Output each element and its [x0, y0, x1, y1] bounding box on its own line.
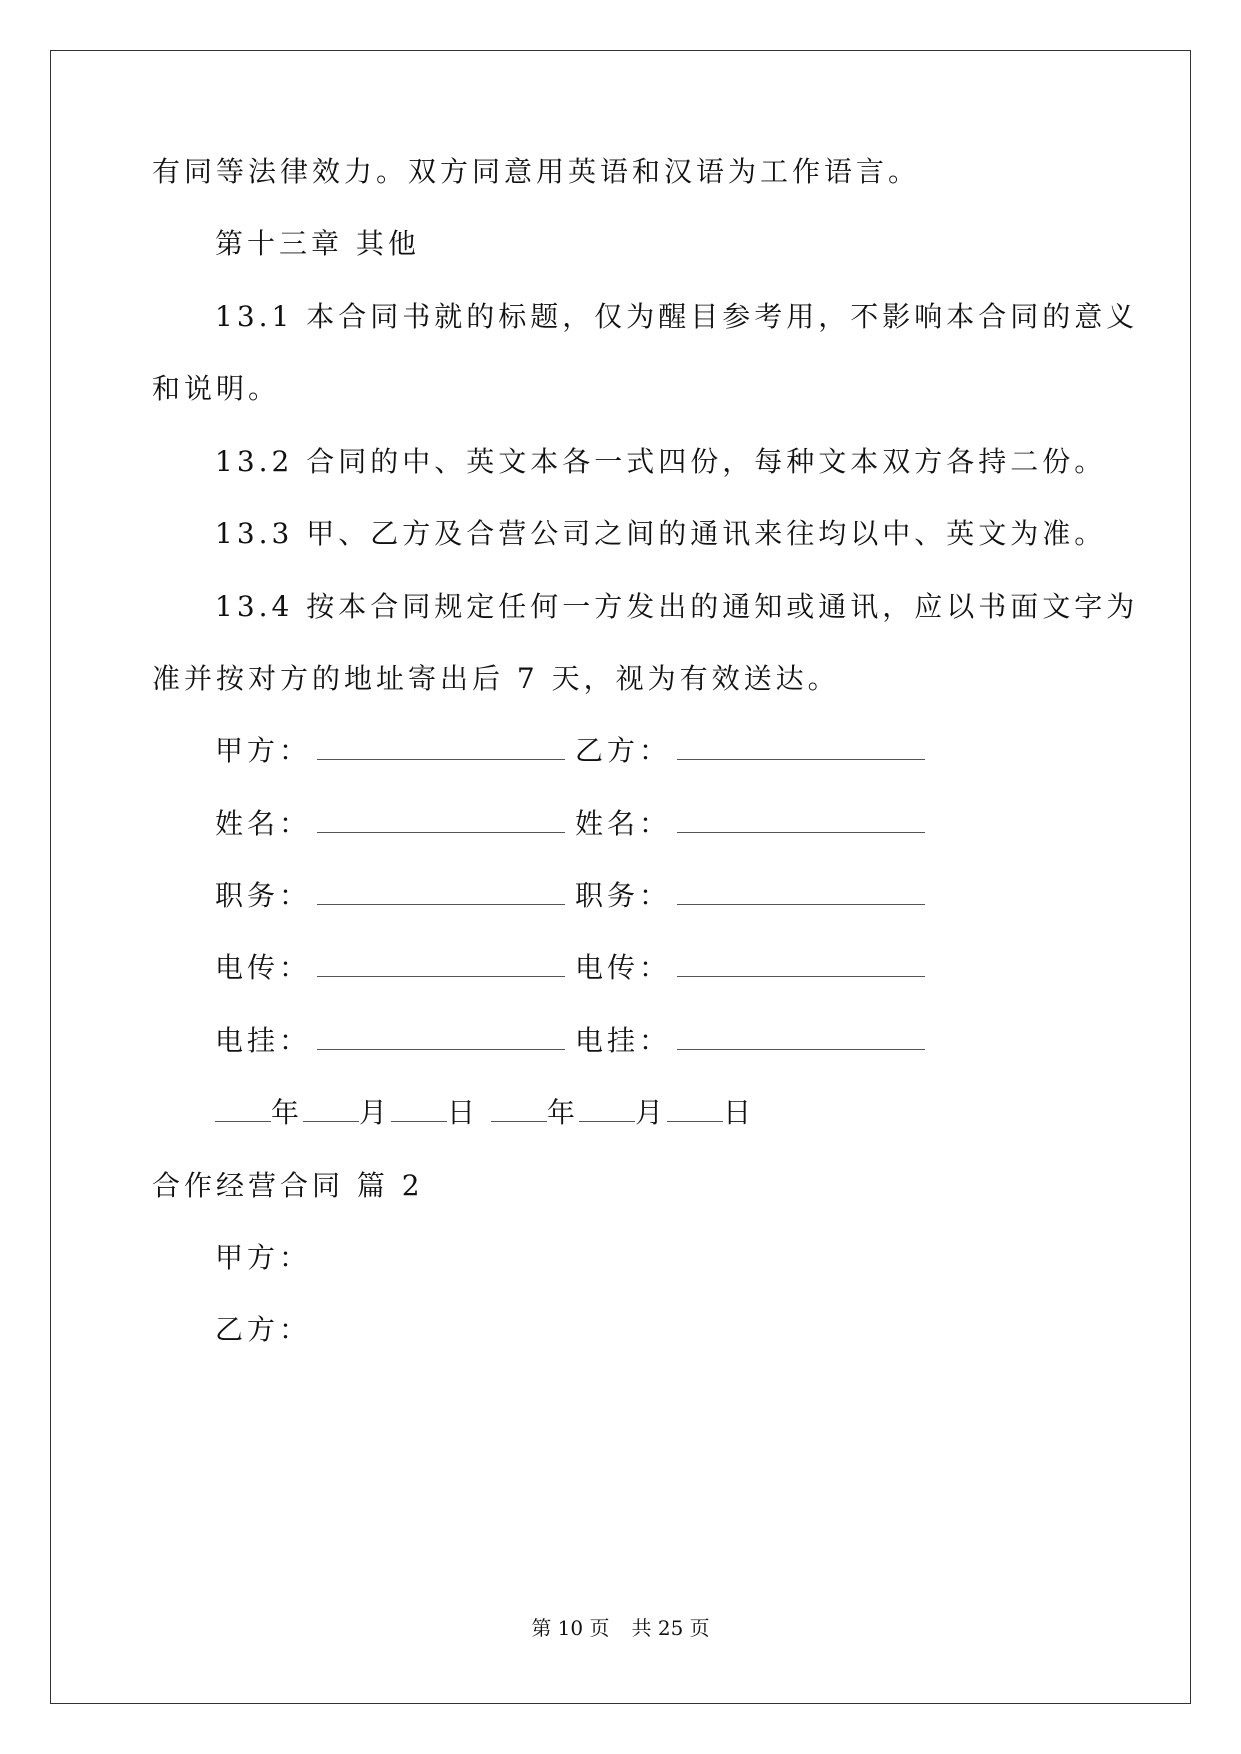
cable-blank-a[interactable]: [317, 1021, 565, 1050]
year-label-a: 年: [271, 1096, 304, 1129]
month-label-b: 月: [635, 1096, 668, 1129]
telex-blank-a[interactable]: [317, 948, 565, 977]
signature-cell-right: [575, 804, 925, 844]
signature-cell-right: [575, 876, 925, 916]
day-blank-b[interactable]: [667, 1093, 723, 1122]
section2-party-b: 乙方：: [215, 1313, 312, 1346]
party-b-label: 乙方：: [575, 734, 672, 767]
section2-title: 合作经营合同 篇 2: [152, 1169, 424, 1202]
chapter-heading: 第十三章 其他: [215, 227, 420, 260]
signature-cell-left: [215, 948, 565, 988]
year-blank-a[interactable]: [215, 1093, 271, 1122]
month-blank-a[interactable]: [303, 1093, 359, 1122]
party-b-blank[interactable]: [677, 731, 925, 760]
clause-13-2: 13.2 合同的中、英文本各一式四份，每种文本双方各持二份。: [215, 445, 1107, 478]
signature-cell-left: [215, 1021, 565, 1061]
signature-cell-right: [575, 1021, 925, 1061]
cable-label-a: 电挂：: [215, 1024, 312, 1057]
party-a-blank[interactable]: [317, 731, 565, 760]
day-label-b: 日: [723, 1096, 756, 1129]
title-blank-a[interactable]: [317, 876, 565, 905]
clause-13-4-continued: 准并按对方的地址寄出后 7 天，视为有效送达。: [152, 662, 840, 695]
signature-cell-left: [215, 876, 565, 916]
month-label-a: 月: [359, 1096, 392, 1129]
cable-blank-b[interactable]: [677, 1021, 925, 1050]
name-blank-a[interactable]: [317, 804, 565, 833]
telex-label-a: 电传：: [215, 951, 312, 984]
party-a-label: 甲方：: [215, 734, 312, 767]
signature-cell-left: [215, 731, 565, 771]
title-label-b: 职务：: [575, 879, 672, 912]
name-blank-b[interactable]: [677, 804, 925, 833]
date-row: [215, 1093, 755, 1133]
day-label-a: 日: [447, 1096, 480, 1129]
name-label-a: 姓名：: [215, 807, 312, 840]
telex-label-b: 电传：: [575, 951, 672, 984]
year-label-b: 年: [547, 1096, 580, 1129]
telex-blank-b[interactable]: [677, 948, 925, 977]
month-blank-b[interactable]: [579, 1093, 635, 1122]
page-footer: [0, 1614, 1241, 1642]
section2-party-a: 甲方：: [215, 1241, 312, 1274]
day-blank-a[interactable]: [391, 1093, 447, 1122]
year-blank-b[interactable]: [491, 1093, 547, 1122]
clause-13-1-continued: 和说明。: [152, 372, 281, 405]
clause-13-3: 13.3 甲、乙方及合营公司之间的通讯来往均以中、英文为准。: [215, 517, 1107, 550]
cable-label-b: 电挂：: [575, 1024, 672, 1057]
paragraph-p1: 有同等法律效力。双方同意用英语和汉语为工作语言。: [152, 155, 921, 188]
title-label-a: 职务：: [215, 879, 312, 912]
clause-13-1: 13.1 本合同书就的标题，仅为醒目参考用，不影响本合同的意义: [215, 300, 1139, 333]
signature-cell-right: [575, 948, 925, 988]
clause-13-4: 13.4 按本合同规定任何一方发出的通知或通讯，应以书面文字为: [215, 590, 1139, 623]
page-number-total: 共 25 页: [631, 1616, 710, 1640]
title-blank-b[interactable]: [677, 876, 925, 905]
name-label-b: 姓名：: [575, 807, 672, 840]
signature-cell-left: [215, 804, 565, 844]
page-number-current: 第 10 页: [531, 1616, 610, 1640]
signature-cell-right: [575, 731, 925, 771]
